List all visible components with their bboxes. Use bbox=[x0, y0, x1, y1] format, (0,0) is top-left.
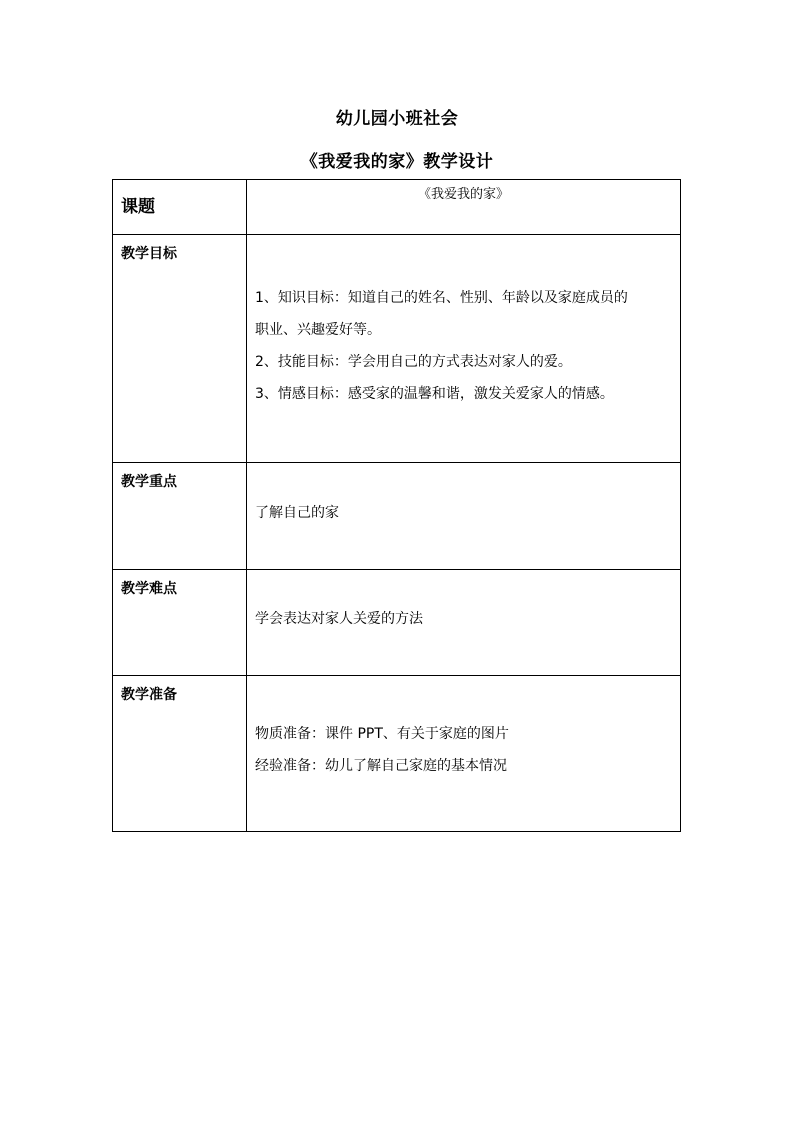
table-row-goals bbox=[113, 235, 681, 463]
preparation-line: 物质准备：课件 PPT、有关于家庭的图片 bbox=[255, 726, 509, 742]
goals-label: 教学目标 bbox=[113, 235, 247, 463]
topic-cell bbox=[247, 180, 681, 235]
goals-line: 2、技能目标：学会用自己的方式表达对家人的爱。 bbox=[255, 354, 572, 370]
key-points-label: 教学重点 bbox=[113, 463, 247, 570]
topic-label: 课题 bbox=[113, 180, 247, 235]
topic-value: 《我爱我的家》 bbox=[417, 187, 509, 202]
preparation-label: 教学准备 bbox=[113, 676, 247, 832]
lesson-plan-table bbox=[112, 179, 681, 832]
difficulties-label: 教学难点 bbox=[113, 570, 247, 676]
document-title: 幼儿园小班社会 bbox=[335, 109, 459, 129]
table-row-key-points bbox=[113, 463, 681, 570]
goals-line: 1、知识目标：知道自己的姓名、性别、年龄以及家庭成员的 bbox=[255, 290, 628, 306]
difficulties-cell bbox=[247, 570, 681, 676]
goals-line: 3、情感目标：感受家的温馨和谐，激发关爱家人的情感。 bbox=[255, 386, 614, 402]
key-points-cell bbox=[247, 463, 681, 570]
document-subtitle: 《我爱我的家》教学设计 bbox=[300, 152, 494, 172]
preparation-line: 经验准备：幼儿了解自己家庭的基本情况 bbox=[255, 758, 507, 774]
goals-line: 职业、兴趣爱好等。 bbox=[255, 322, 381, 338]
difficulties-line: 学会表达对家人关爱的方法 bbox=[255, 611, 423, 627]
table-row-preparation bbox=[113, 676, 681, 832]
key-points-line: 了解自己的家 bbox=[255, 505, 339, 521]
goals-cell bbox=[247, 235, 681, 463]
table-row-difficulties bbox=[113, 570, 681, 676]
preparation-cell bbox=[247, 676, 681, 832]
table-row-topic bbox=[113, 180, 681, 235]
